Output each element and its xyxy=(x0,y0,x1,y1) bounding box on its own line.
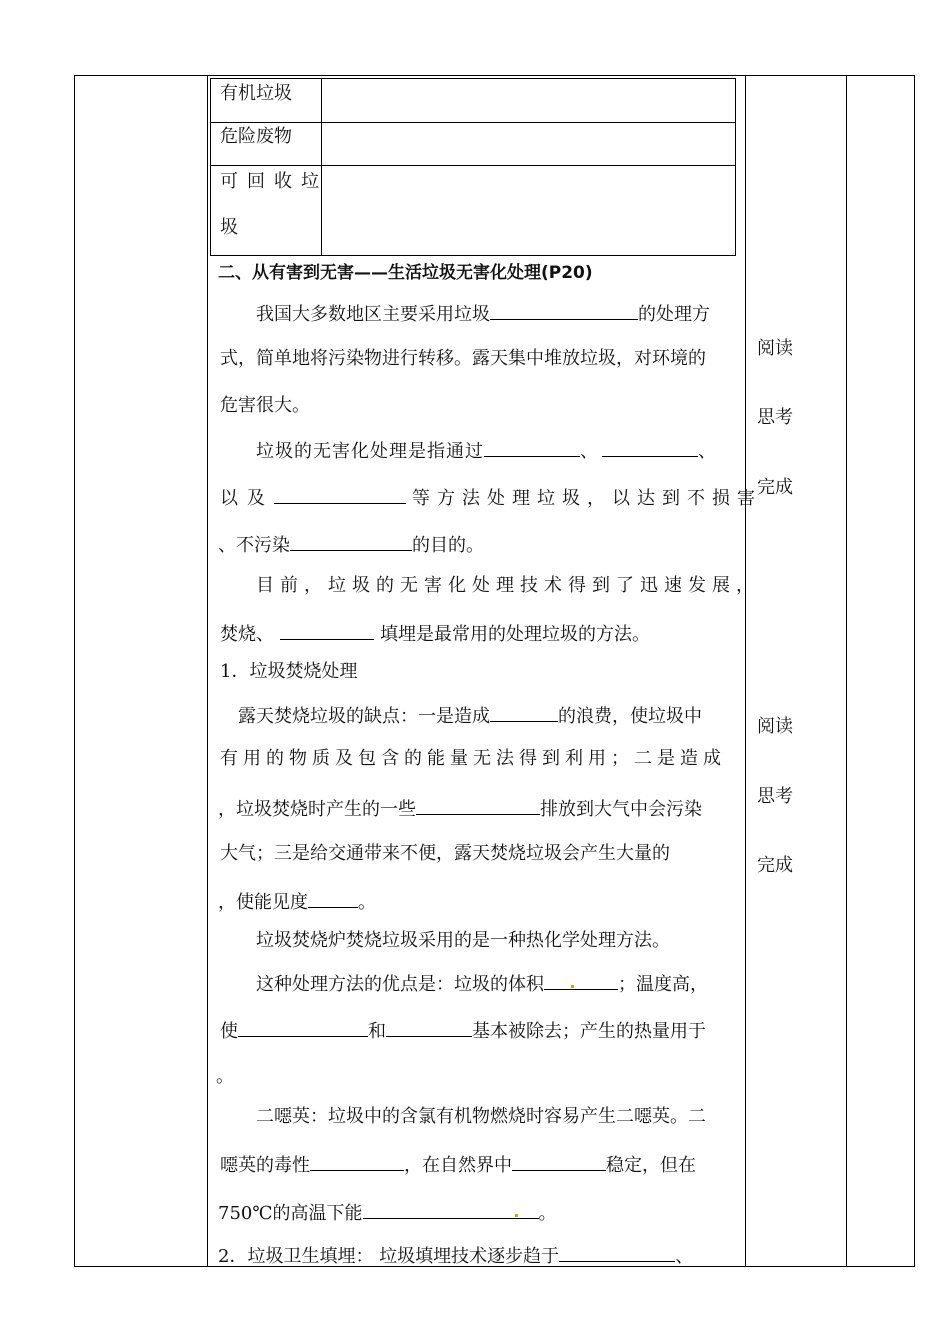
paragraph-1-line-2: 式，简单地将污染物进行转移。露天集中堆放垃圾，对环境的 xyxy=(220,348,706,369)
blank-pollutants[interactable] xyxy=(416,796,540,815)
blank-treatment-1[interactable] xyxy=(484,438,580,457)
paragraph-4-text-line5b: 。 xyxy=(358,892,376,913)
paragraph-4-line-3 xyxy=(218,796,702,821)
subsection-2-heading xyxy=(218,1243,693,1268)
paragraph-5: 垃圾焚烧炉焚烧垃圾采用的是一种热化学处理方法。 xyxy=(256,930,670,951)
paragraph-2-sep: 、 xyxy=(580,441,598,462)
paragraph-7-text-line3b: 。 xyxy=(538,1203,557,1224)
outer-table-top-border xyxy=(74,75,915,76)
inner-table-label-hazardous-waste: 危险废物 xyxy=(220,126,292,147)
paragraph-6-text-line2b: 和 xyxy=(368,1021,386,1042)
paragraph-4-line-2: 有用的物质及包含的能量无法得到利用；二是造成 xyxy=(220,748,726,769)
paragraph-1-text-b: 的处理方 xyxy=(638,304,710,325)
paragraph-2-text-a: 垃圾的无害化处理是指通过 xyxy=(256,441,484,462)
paragraph-7-line-2 xyxy=(220,1152,696,1177)
column-divider-2 xyxy=(745,75,746,1267)
paragraph-2-line-1 xyxy=(256,438,716,463)
paragraph-7-text-line2a: 噁英的毒性 xyxy=(220,1155,310,1176)
blank-removed-2[interactable] xyxy=(386,1018,472,1037)
paragraph-1-line-1 xyxy=(256,301,710,326)
paragraph-4-text-b: 的浪费，使垃圾中 xyxy=(558,706,702,727)
paragraph-1-text-a: 我国大多数地区主要采用垃圾 xyxy=(256,304,490,325)
paragraph-3-text-line2a: 焚烧、 xyxy=(220,624,274,645)
paragraph-3-text-line2b: 填埋是最常用的处理垃圾的方法。 xyxy=(380,624,650,645)
paragraph-4-text-line3a: ，垃圾焚烧时产生的一些 xyxy=(218,799,416,820)
yellow-mark xyxy=(571,985,574,988)
sidebar-complete-2: 完成 xyxy=(757,855,793,876)
paragraph-6-text-a: 这种处理方法的优点是：垃圾的体积 xyxy=(256,974,544,995)
column-divider-3 xyxy=(846,75,847,1267)
paragraph-6-text-line2a: 使 xyxy=(220,1021,238,1042)
section-heading: 二、从有害到无害——生活垃圾无害化处理(P20) xyxy=(218,263,593,283)
sidebar-read-1: 阅读 xyxy=(757,338,793,359)
paragraph-2-text-line2a: 以及 xyxy=(220,488,274,509)
blank-removed-1[interactable] xyxy=(238,1018,368,1037)
subsection-2-text-a: 2．垃圾卫生填埋： 垃圾填埋技术逐步趋于 xyxy=(218,1246,560,1267)
inner-table-label-recyclable-line1: 可回收垃 xyxy=(220,171,328,192)
blank-resource-waste[interactable] xyxy=(490,703,558,722)
subsection-1-heading: 1．垃圾焚烧处理 xyxy=(220,661,358,682)
paragraph-4-line-4: 大气；三是给交通带来不便，露天焚烧垃圾会产生大量的 xyxy=(220,843,670,864)
paragraph-2-line-2 xyxy=(220,485,762,510)
paragraph-2-text-line3a: 、不污染 xyxy=(218,535,290,556)
outer-table-right-border xyxy=(914,75,915,1267)
blank-high-temperature[interactable] xyxy=(363,1200,539,1219)
subsection-2-text-b: 、 xyxy=(675,1246,694,1267)
paragraph-4-text-line3b: 排放到大气中会污染 xyxy=(540,799,702,820)
paragraph-2-text-line3b: 的目的。 xyxy=(412,535,484,556)
paragraph-6-line-1 xyxy=(256,971,708,996)
blank-not-pollute[interactable] xyxy=(290,532,412,551)
blank-landfill-trend[interactable] xyxy=(559,1243,675,1262)
blank-treatment-3[interactable] xyxy=(274,485,406,504)
sidebar-think-1: 思考 xyxy=(757,407,793,428)
paragraph-2-end: 、 xyxy=(698,441,716,462)
paragraph-7-line-3 xyxy=(218,1200,557,1225)
paragraph-6-text-b: ；温度高， xyxy=(618,974,708,995)
blank-volume[interactable] xyxy=(544,971,618,990)
inner-table-row-divider-2 xyxy=(210,165,736,166)
paragraph-4-text-a: 露天焚烧垃圾的缺点：一是造成 xyxy=(238,706,490,727)
paragraph-7-text-line2b: ，在自然界中 xyxy=(404,1155,512,1176)
paragraph-2-line-3 xyxy=(218,532,484,557)
paragraph-6-line-2 xyxy=(220,1018,706,1043)
inner-table-label-organic-waste: 有机垃圾 xyxy=(220,83,292,104)
inner-table-label-recyclable-line2: 圾 xyxy=(220,217,238,238)
inner-table-column-divider xyxy=(321,78,322,256)
paragraph-2-text-line2b: 等方法处理垃圾，以达到不损害 xyxy=(412,488,762,509)
sidebar-complete-1: 完成 xyxy=(757,477,793,498)
blank-visibility[interactable] xyxy=(308,889,358,908)
blank-method[interactable] xyxy=(280,621,374,640)
outer-table-left-border xyxy=(74,75,75,1267)
blank-disposal-method[interactable] xyxy=(490,301,638,320)
blank-toxicity[interactable] xyxy=(310,1152,404,1171)
inner-table-top-border xyxy=(210,78,736,79)
paragraph-4-line-1 xyxy=(238,703,702,728)
paragraph-3-line-2 xyxy=(220,621,650,646)
paragraph-7-text-line2c: 稳定，但在 xyxy=(606,1155,696,1176)
sidebar-read-2: 阅读 xyxy=(757,716,793,737)
paragraph-4-line-5 xyxy=(218,889,376,914)
inner-table-bottom-border xyxy=(210,255,736,256)
inner-table-left-border xyxy=(210,78,211,256)
sidebar-think-2: 思考 xyxy=(757,786,793,807)
paragraph-6-line-3: 。 xyxy=(216,1066,234,1087)
paragraph-3-line-1: 目前，垃圾的无害化处理技术得到了迅速发展， xyxy=(256,575,760,596)
paragraph-1-line-3: 危害很大。 xyxy=(220,395,310,416)
paragraph-7-text-line3a: 750℃的高温下能 xyxy=(218,1203,363,1224)
paragraph-7-line-1: 二噁英：垃圾中的含氯有机物燃烧时容易产生二噁英。二 xyxy=(256,1106,706,1127)
yellow-mark xyxy=(515,1214,518,1217)
inner-table-right-border xyxy=(735,78,736,256)
paragraph-6-text-line2c: 基本被除去；产生的热量用于 xyxy=(472,1021,706,1042)
blank-nature-stability[interactable] xyxy=(512,1152,606,1171)
paragraph-4-text-line5a: ，使能见度 xyxy=(218,892,308,913)
column-divider-1 xyxy=(207,75,208,1267)
blank-treatment-2[interactable] xyxy=(602,438,698,457)
inner-table-row-divider-1 xyxy=(210,122,736,123)
